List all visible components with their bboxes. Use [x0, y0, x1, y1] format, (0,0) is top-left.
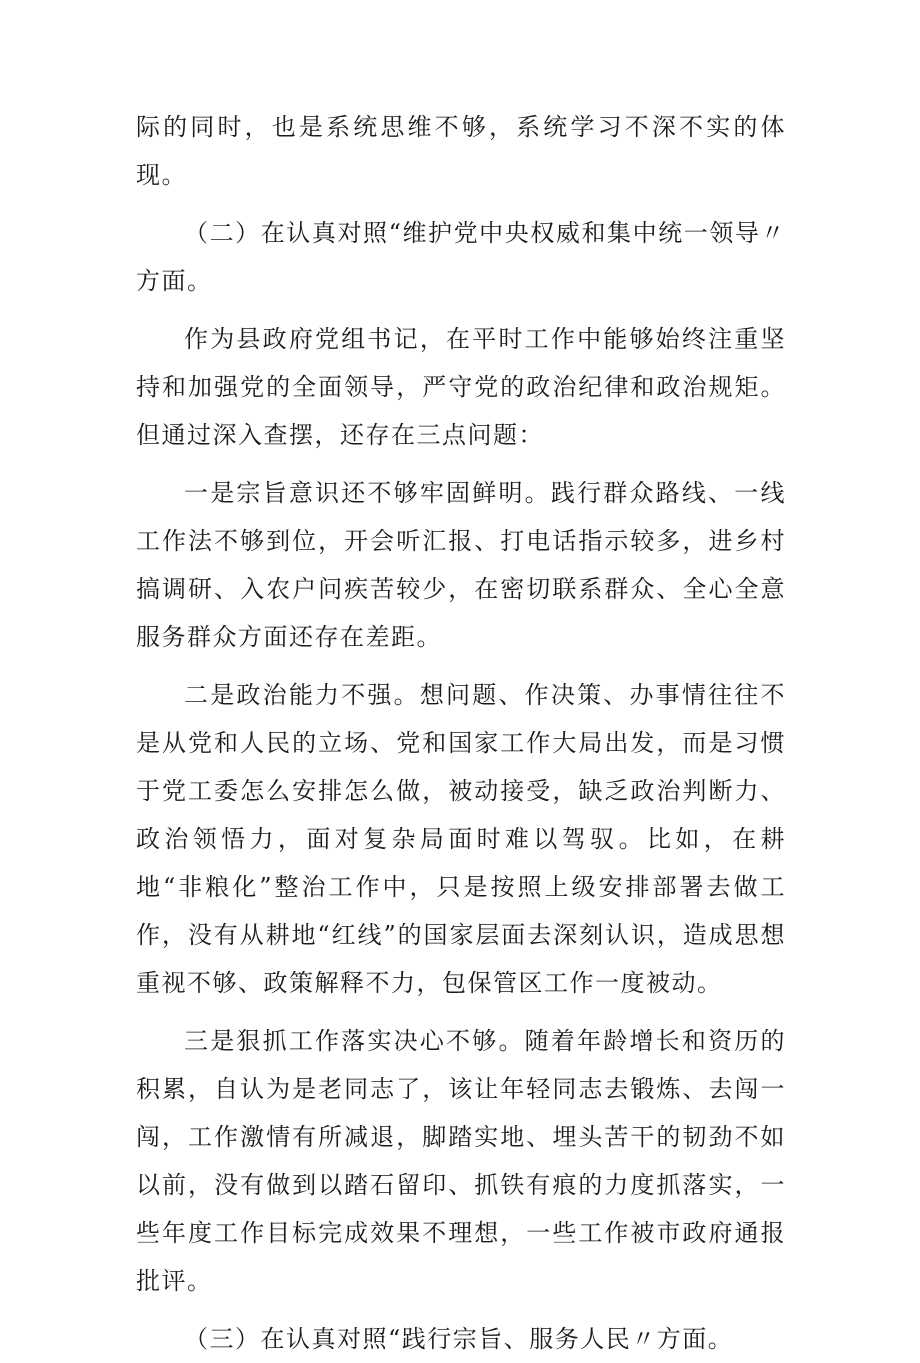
paragraph-intro: 作为县政府党组书记，在平时工作中能够始终注重坚持和加强党的全面领导，严守党的政治纪律和政治规矩。但通过深入查摆，还存在三点问题：: [136, 325, 786, 449]
section-heading-2: （二）在认真对照“维护党中央权威和集中统一领导〃方面。: [136, 219, 786, 295]
paragraph-issue-3: 三是狠抓工作落实决心不够。随着年龄增长和资历的积累，自认为是老同志了，该让年轻同志去锻炼、去闯一闯，工作激情有所减退，脚踏实地、埋头苦干的韧劲不如以前，没有做到以踏石留印、抓铁有痕的力度抓落实，一些年度工作目标完成效果不理想，一些工作被市政府通报批评。: [136, 1027, 786, 1295]
paragraph-issue-1: 一是宗旨意识还不够牢固鲜明。践行群众路线、一线工作法不够到位，开会听汇报、打电话指示较多，进乡村搞调研、入农户问疾苦较少，在密切联系群众、全心全意服务群众方面还存在差距。: [136, 479, 786, 651]
document-body: [136, 103, 786, 1363]
paragraph-continuation: 际的同时，也是系统思维不够，系统学习不深不实的体现。: [136, 113, 786, 189]
section-heading-3: （三）在认真对照“践行宗旨、服务人民〃方面。: [184, 1325, 734, 1353]
paragraph-issue-2: 二是政治能力不强。想问题、作决策、办事情往往不是从党和人民的立场、党和国家工作大局出发，而是习惯于党工委怎么安排怎么做，被动接受，缺乏政治判断力、政治领悟力，面对复杂局面时难以驾驭。比如，在耕地“非粮化”整治工作中，只是按照上级安排部署去做工作，没有从耕地“红线”的国家层面去深刻认识，造成思想重视不够、政策解释不力，包保管区工作一度被动。: [136, 681, 786, 997]
